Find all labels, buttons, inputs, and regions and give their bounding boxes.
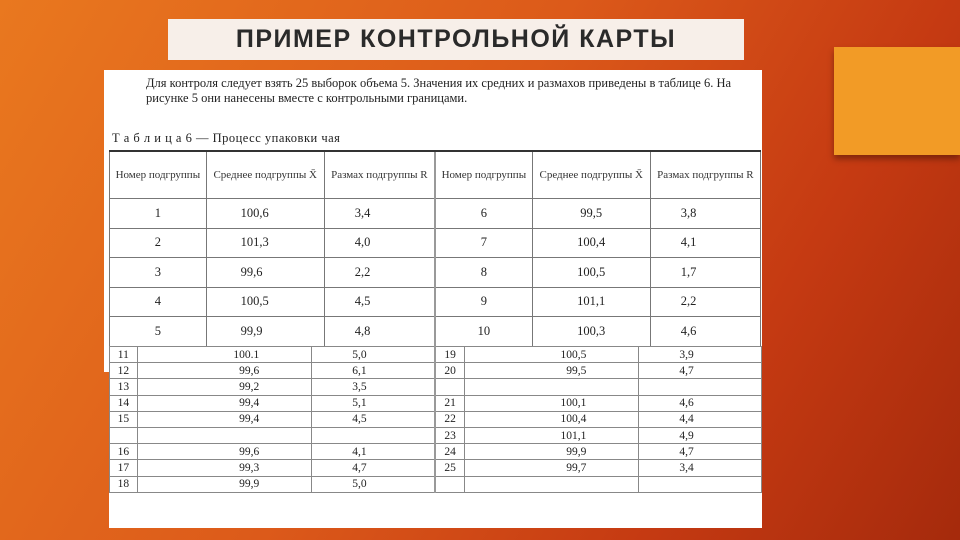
- cell-mean: 101,3: [206, 228, 324, 258]
- cell-group: 18: [110, 476, 138, 492]
- cell-range: 4,8: [324, 317, 435, 347]
- cell-mean: [464, 476, 639, 492]
- cell-group: 8: [435, 258, 532, 288]
- cell-mean: [464, 379, 639, 395]
- cell-group: [435, 379, 464, 395]
- cell-range: 4,5: [312, 411, 436, 427]
- table-row: [110, 317, 761, 347]
- cell-mean: 100,4: [532, 228, 650, 258]
- table-row: [110, 347, 762, 363]
- cell-group: 20: [435, 363, 464, 379]
- cell-group: 25: [435, 460, 464, 476]
- table-row: [110, 287, 761, 317]
- table-row: [110, 444, 762, 460]
- cell-mean: 99,4: [137, 411, 312, 427]
- cell-group: 7: [435, 228, 532, 258]
- header-range: Размах подгруппы R: [324, 151, 435, 199]
- cell-group: 14: [110, 395, 138, 411]
- table-row: [110, 199, 761, 229]
- cell-mean: 100,1: [464, 395, 639, 411]
- cell-group: 12: [110, 363, 138, 379]
- cell-group: 24: [435, 444, 464, 460]
- intro-paragraph: Для контроля следует взять 25 выборок объема 5. Значения их средних и размахов приведены в таблице 6. На рисунке 5 они нанесены вместе с контрольными границами.: [146, 76, 732, 105]
- cell-group: 5: [110, 317, 207, 347]
- cell-range: 3,5: [312, 379, 436, 395]
- header-mean: Среднее подгруппы X̄: [532, 151, 650, 199]
- cell-range: 4,0: [324, 228, 435, 258]
- accent-square: [834, 47, 960, 155]
- cell-mean: 100,3: [532, 317, 650, 347]
- cell-mean: 100,5: [532, 258, 650, 288]
- cell-mean: 99,9: [464, 444, 639, 460]
- cell-group: [435, 476, 464, 492]
- header-mean: Среднее подгруппы X̄: [206, 151, 324, 199]
- table-row: [110, 363, 762, 379]
- cell-group: 15: [110, 411, 138, 427]
- cell-group: 19: [435, 347, 464, 363]
- cell-group: 2: [110, 228, 207, 258]
- cell-group: 16: [110, 444, 138, 460]
- cell-group: 3: [110, 258, 207, 288]
- cell-group: 4: [110, 287, 207, 317]
- cell-range: 5,0: [312, 476, 436, 492]
- header-group: Номер подгруппы: [435, 151, 532, 199]
- cell-mean: 99,5: [532, 199, 650, 229]
- header-group: Номер подгруппы: [110, 151, 207, 199]
- cell-range: [639, 476, 762, 492]
- cell-range: 4,1: [312, 444, 436, 460]
- cell-range: [312, 427, 436, 443]
- cell-mean: 99,5: [464, 363, 639, 379]
- cell-mean: 99,9: [206, 317, 324, 347]
- data-table-bottom: [109, 346, 762, 493]
- cell-range: 4,7: [639, 363, 762, 379]
- cell-group: 11: [110, 347, 138, 363]
- cell-range: 4,1: [650, 228, 760, 258]
- cell-mean: 99,6: [137, 363, 312, 379]
- cell-range: 4,5: [324, 287, 435, 317]
- cell-range: 6,1: [312, 363, 436, 379]
- table-row: [110, 395, 762, 411]
- cell-mean: 99,6: [206, 258, 324, 288]
- cell-mean: 100,6: [206, 199, 324, 229]
- cell-range: 4,4: [639, 411, 762, 427]
- cell-range: 2,2: [650, 287, 760, 317]
- cell-mean: 99,9: [137, 476, 312, 492]
- cell-mean: 101,1: [464, 427, 639, 443]
- cell-mean: 100,5: [206, 287, 324, 317]
- cell-mean: 100.1: [137, 347, 312, 363]
- cell-mean: [137, 427, 312, 443]
- cell-mean: 100,4: [464, 411, 639, 427]
- slide-title: ПРИМЕР КОНТРОЛЬНОЙ КАРТЫ: [168, 19, 744, 60]
- cell-group: 23: [435, 427, 464, 443]
- table-row: [110, 411, 762, 427]
- cell-mean: 99,3: [137, 460, 312, 476]
- table-header-row: [110, 151, 761, 199]
- table-row: [110, 228, 761, 258]
- cell-range: 5,1: [312, 395, 436, 411]
- cell-mean: 99,4: [137, 395, 312, 411]
- cell-range: [639, 379, 762, 395]
- cell-range: 3,4: [324, 199, 435, 229]
- cell-range: 4,7: [312, 460, 436, 476]
- table-row: [110, 476, 762, 492]
- table-row: [110, 258, 761, 288]
- cell-group: [110, 427, 138, 443]
- cell-group: 9: [435, 287, 532, 317]
- cell-range: 4,6: [650, 317, 760, 347]
- cell-mean: 100,5: [464, 347, 639, 363]
- cell-range: 3,4: [639, 460, 762, 476]
- cell-mean: 99,6: [137, 444, 312, 460]
- header-range: Размах подгруппы R: [650, 151, 760, 199]
- cell-range: 2,2: [324, 258, 435, 288]
- cell-group: 22: [435, 411, 464, 427]
- cell-range: 4,9: [639, 427, 762, 443]
- cell-range: 3,8: [650, 199, 760, 229]
- scanned-table-top: [104, 70, 762, 372]
- cell-group: 10: [435, 317, 532, 347]
- table-row: [110, 460, 762, 476]
- scanned-table-bottom: [109, 346, 762, 528]
- data-table-top: [109, 150, 761, 347]
- cell-range: 4,6: [639, 395, 762, 411]
- cell-range: 3,9: [639, 347, 762, 363]
- cell-group: 6: [435, 199, 532, 229]
- cell-range: 5,0: [312, 347, 436, 363]
- table-caption: Т а б л и ц а 6 — Процесс упаковки чая: [112, 131, 341, 145]
- cell-mean: 99,2: [137, 379, 312, 395]
- cell-mean: 101,1: [532, 287, 650, 317]
- cell-mean: 99,7: [464, 460, 639, 476]
- cell-range: 1,7: [650, 258, 760, 288]
- cell-group: 1: [110, 199, 207, 229]
- table-row: [110, 379, 762, 395]
- cell-group: 13: [110, 379, 138, 395]
- cell-group: 21: [435, 395, 464, 411]
- cell-group: 17: [110, 460, 138, 476]
- cell-range: 4,7: [639, 444, 762, 460]
- table-row: [110, 427, 762, 443]
